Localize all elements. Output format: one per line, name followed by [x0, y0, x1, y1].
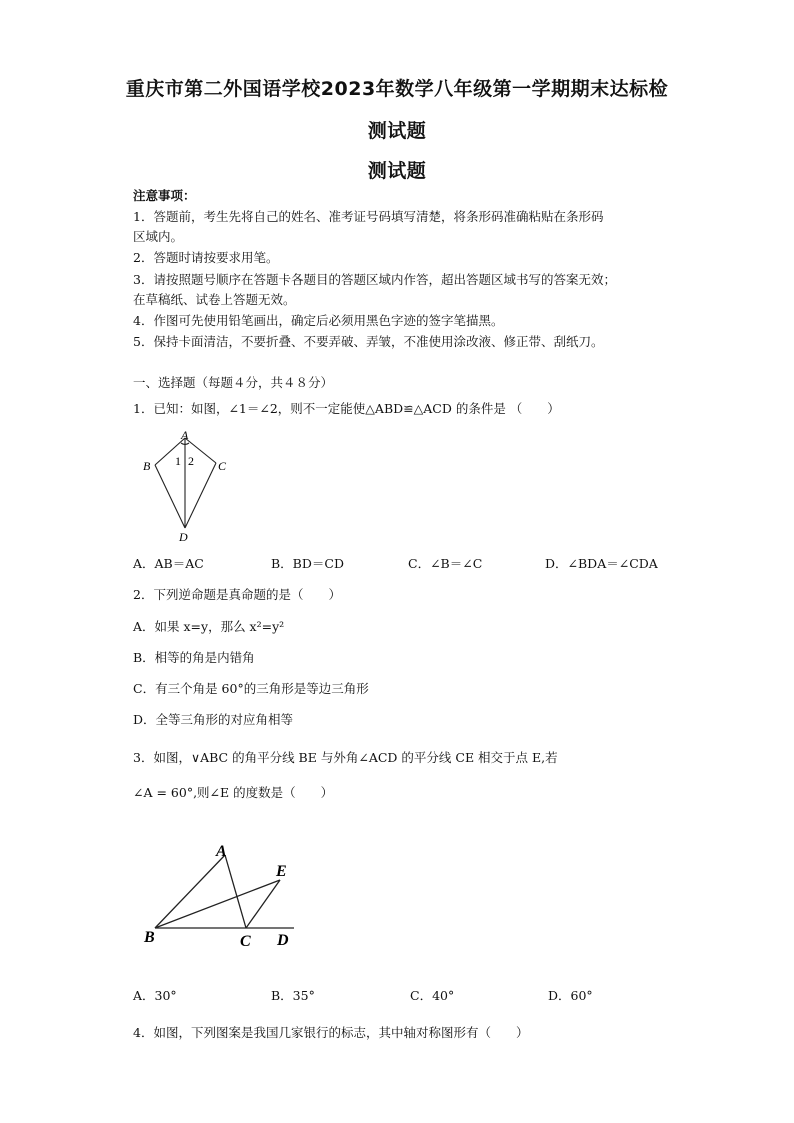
q1-stem: 1．已知：如图，∠1＝∠2，则不一定能使△ABD≌△ACD 的条件是 （ ）: [133, 401, 560, 416]
q3-triangle-figure: [140, 838, 305, 953]
page-title-line3: 测试题: [367, 160, 427, 182]
q1-angle-1: 1: [175, 454, 181, 468]
q3-label-d: D: [277, 932, 289, 949]
q3-label-c: C: [240, 933, 251, 950]
q4-stem: 4．如图，下列图案是我国几家银行的标志，其中轴对称图形有（ ）: [133, 1025, 529, 1040]
notes-heading: 注意事项：: [133, 188, 196, 203]
notes-line-3: 2．答题时请按要求用笔。: [133, 250, 279, 265]
notes-line-4: 3．请按照题号顺序在答题卡各题目的答题区域内作答，超出答题区域书写的答案无效；: [133, 272, 616, 287]
q2-stem: 2．下列逆命题是真命题的是（ ）: [133, 587, 341, 602]
q1-label-d: D: [179, 530, 188, 544]
q3-option-a[interactable]: A．30°: [133, 988, 177, 1003]
q1-option-b[interactable]: B．BD＝CD: [271, 556, 344, 571]
q1-kite-figure: [138, 428, 238, 546]
q1-label-a: A: [181, 428, 189, 442]
page-title-line1: 重庆市第二外国语学校2023年数学八年级第一学期期末达标检: [125, 78, 669, 100]
q3-option-c[interactable]: C．40°: [410, 988, 455, 1003]
q3-label-a: A: [216, 843, 227, 860]
q2-option-b[interactable]: B．相等的角是内错角: [133, 650, 255, 665]
notes-line-1: 1．答题前，考生先将自己的姓名、准考证号码填写清楚，将条形码准确粘贴在条形码: [133, 209, 604, 224]
q1-option-d[interactable]: D．∠BDA＝∠CDA: [545, 556, 658, 571]
q3-label-e: E: [276, 863, 287, 880]
q3-option-d[interactable]: D．60°: [548, 988, 593, 1003]
q1-label-c: C: [218, 459, 227, 473]
q3-label-b: B: [144, 929, 155, 946]
q1-option-a[interactable]: A．AB＝AC: [133, 556, 204, 571]
notes-line-7: 5．保持卡面清洁，不要折叠、不要弄破、弄皱，不准使用涂改液、修正带、刮纸刀。: [133, 334, 604, 349]
notes-line-6: 4．作图可先使用铅笔画出，确定后必须用黑色字迹的签字笔描黑。: [133, 313, 504, 328]
q2-option-d[interactable]: D．全等三角形的对应角相等: [133, 712, 294, 727]
q2-option-a[interactable]: A．如果 x=y，那么 x²=y²: [133, 619, 285, 634]
q1-option-c[interactable]: C．∠B＝∠C: [408, 556, 483, 571]
notes-line-2: 区域内。: [133, 229, 184, 244]
section-heading: 一、选择题（每题４分，共４８分）: [133, 375, 334, 390]
q1-label-b: B: [143, 459, 151, 473]
q1-angle-2: 2: [188, 454, 194, 468]
page-title-line2: 测试题: [367, 120, 427, 142]
q3-option-b[interactable]: B．35°: [271, 988, 315, 1003]
q3-stem-line1: 3．如图，∨ABC 的角平分线 BE 与外角∠ACD 的平分线 CE 相交于点 E,若: [133, 750, 558, 765]
q2-option-c[interactable]: C．有三个角是 60°的三角形是等边三角形: [133, 681, 369, 696]
q3-stem-line2: ∠A = 60°,则∠E 的度数是（ ）: [133, 785, 334, 800]
notes-line-5: 在草稿纸、试卷上答题无效。: [133, 292, 296, 307]
